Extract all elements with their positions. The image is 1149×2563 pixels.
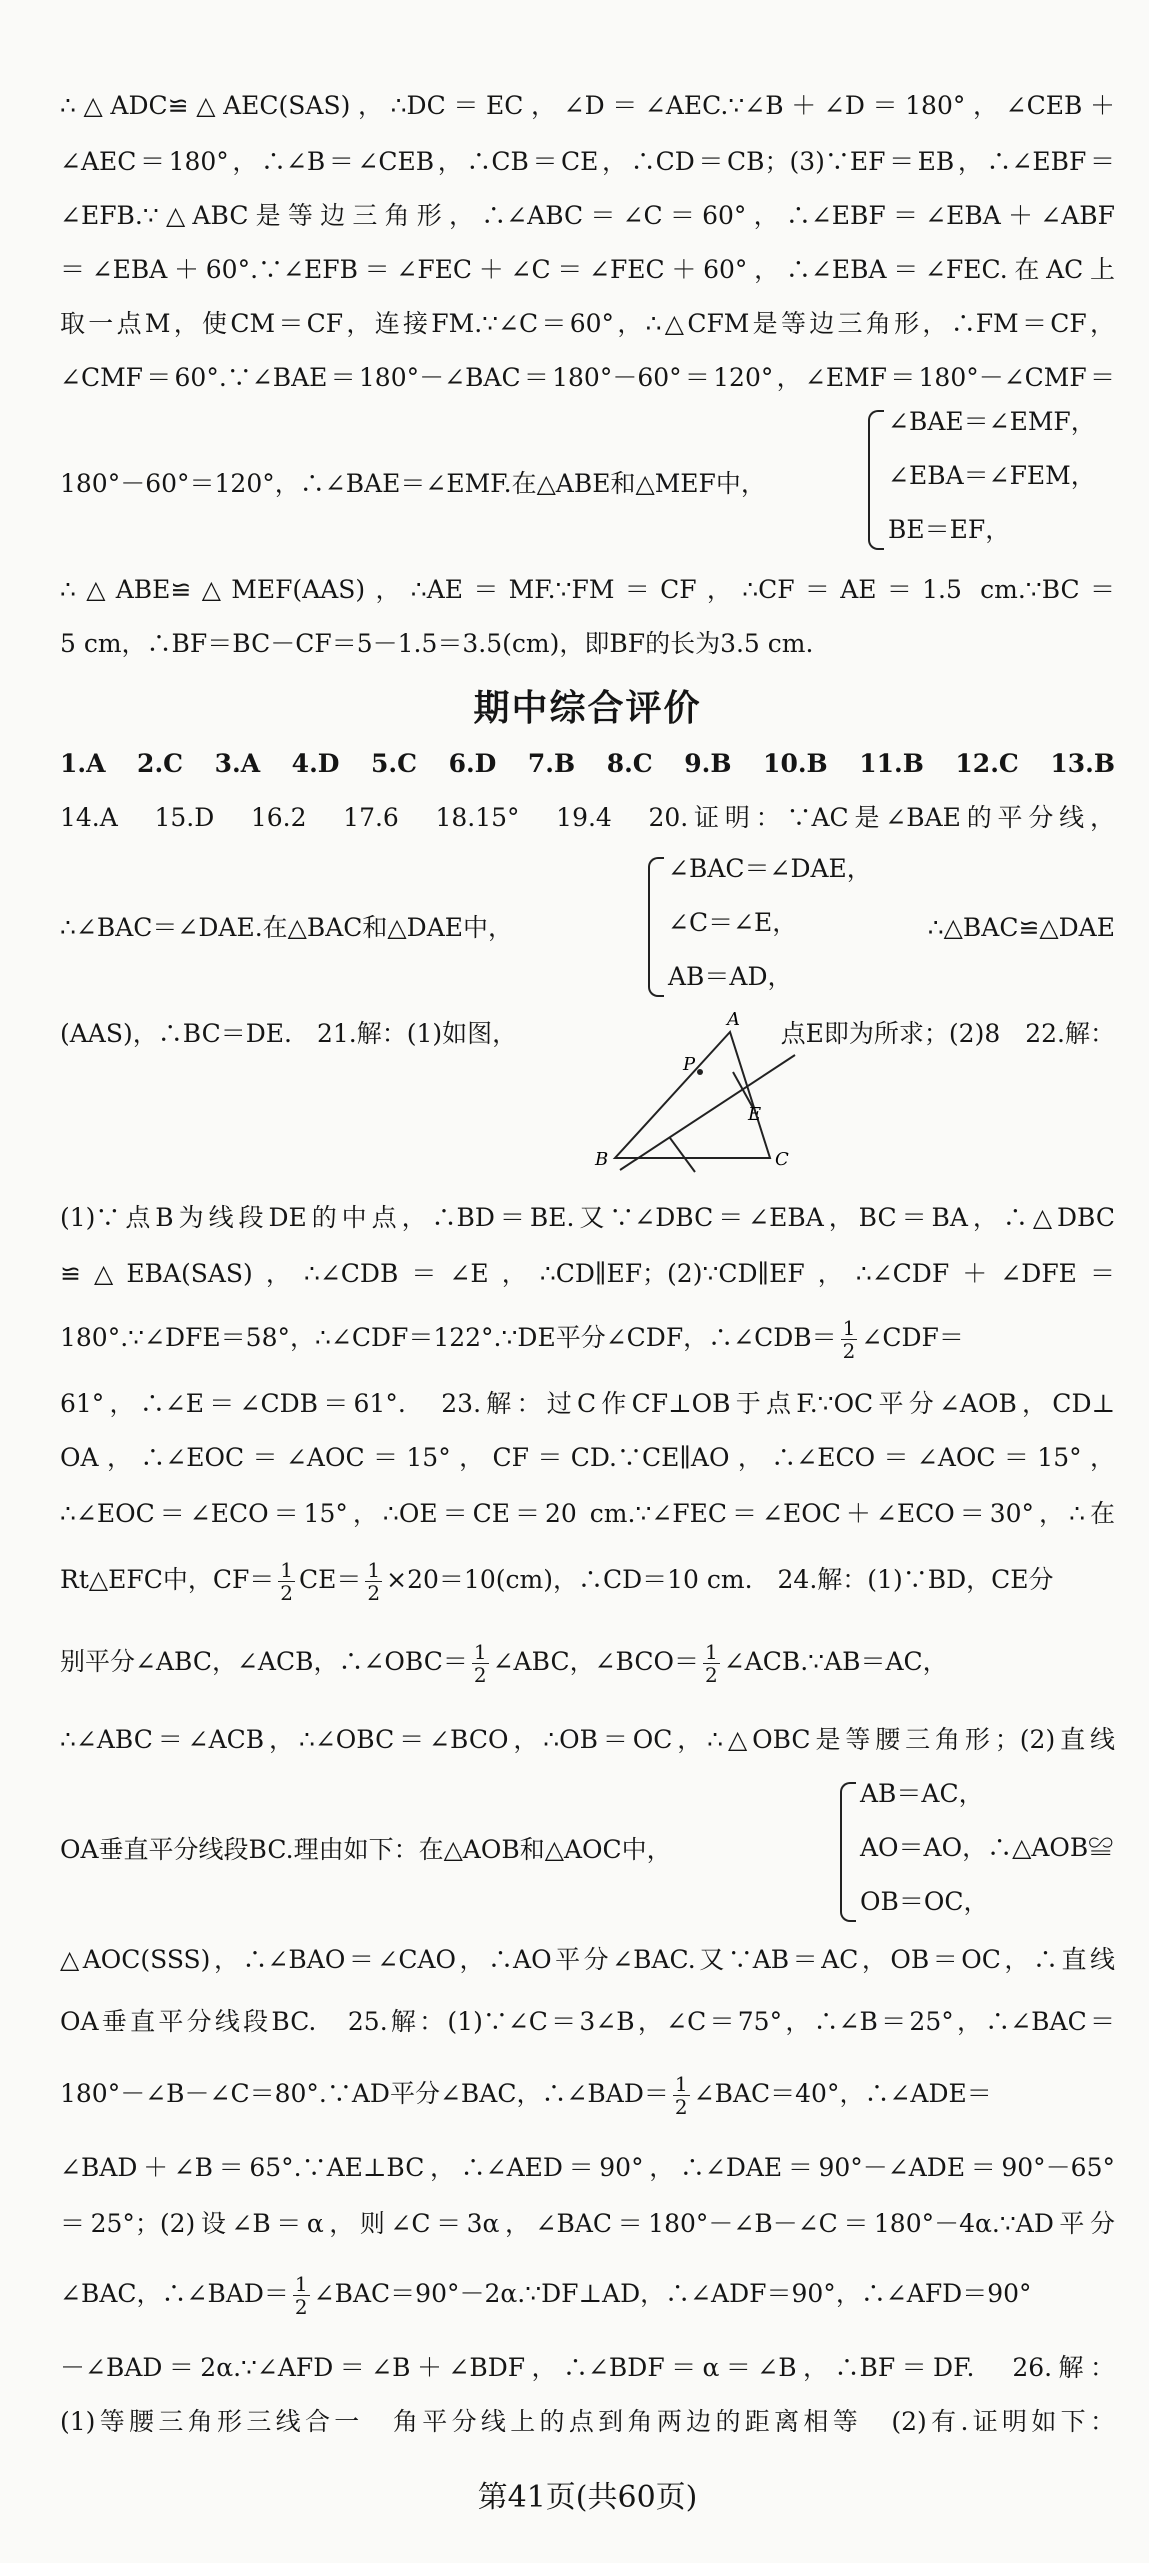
- text-line: (1)∵点B为线段DE的中点，∴BD＝BE.又∵∠DBC＝∠EBA，BC＝BA，∴△DBC: [60, 1203, 1115, 1232]
- fraction: [841, 1317, 858, 1362]
- fraction-denominator: 2: [704, 1663, 718, 1687]
- fraction-denominator: 2: [367, 1581, 381, 1605]
- text-line: ∠AEC＝180°，∴∠B＝∠CEB，∴CB＝CE，∴CD＝CB；(3)∵EF＝EB，∴∠EBF＝: [60, 147, 1115, 176]
- fraction-numerator: 1: [704, 1640, 718, 1664]
- text-span: ∠BAC＝40°，∴∠ADE＝: [693, 2079, 992, 2108]
- text-line: 180°－60°＝120°，∴∠BAE＝∠EMF.在△ABE和△MEF中，: [60, 469, 766, 498]
- text-line: ∠CMF＝60°.∵∠BAE＝180°－∠BAC＝180°－60°＝120°，∠EMF＝180°－∠CMF＝: [60, 363, 1115, 392]
- condition-brace: [840, 1770, 1115, 1930]
- figure-label-c: C: [775, 1149, 789, 1170]
- brace-icon: [840, 1782, 856, 1922]
- fraction: [365, 1559, 382, 1604]
- text-span: ∠BAC，∴∠BAD＝: [60, 2279, 289, 2308]
- text-line: 点E即为所求；(2)8 22.解：: [780, 1019, 1115, 1048]
- fraction: [703, 1641, 720, 1686]
- fraction: [472, 1641, 489, 1686]
- text-line: ∠EFB.∵△ABC是等边三角形，∴∠ABC＝∠C＝60°，∴∠EBF＝∠EBA＋∠ABF: [60, 201, 1115, 230]
- fraction-denominator: 2: [280, 1581, 294, 1605]
- answers-line: 1.A 2.C 3.A 4.D 5.C 6.D 7.B 8.C 9.B 10.B 11.B 12.C 13.B: [60, 749, 1115, 778]
- brace-item: OB＝OC，: [860, 1887, 989, 1916]
- fraction: [293, 2273, 310, 2318]
- brace-item: ∠C＝∠E，: [668, 908, 798, 937]
- brace-item: AO＝AO，∴△AOB≌: [860, 1833, 1114, 1862]
- text-line: (AAS)，∴BC＝DE. 21.解：(1)如图，: [60, 1019, 518, 1048]
- text-line: [60, 1638, 948, 1686]
- brace-icon: [868, 410, 884, 550]
- answer-page: [60, 0, 1115, 2563]
- fraction: [278, 1559, 295, 1604]
- text-line: ∴∠ABC＝∠ACB，∴∠OBC＝∠BCO，∴OB＝OC，∴△OBC是等腰三角形；(2)直线: [60, 1725, 1115, 1754]
- text-line: OA，∴∠EOC＝∠AOC＝15°，CF＝CD.∵CE∥AO，∴∠ECO＝∠AOC＝15°，: [60, 1443, 1115, 1472]
- text-span: 180°.∵∠DFE＝58°，∴∠CDF＝122°.∵DE平分∠CDF，∴∠CDB＝: [60, 1323, 837, 1352]
- brace-item: ∠BAE＝∠EMF，: [888, 407, 1096, 436]
- text-span: ×20＝10(cm)，∴CD＝10 cm. 24.解：(1)∵BD，CE分: [386, 1565, 1054, 1594]
- text-span: 180°－∠B－∠C＝80°.∵AD平分∠BAC，∴∠BAD＝: [60, 2079, 669, 2108]
- text-line: 61°，∴∠E＝∠CDB＝61°. 23.解：过C作CF⊥OB于点F.∵OC平分∠AOB，CD⊥: [60, 1389, 1115, 1418]
- text-line: ＝∠EBA＋60°.∵∠EFB＝∠FEC＋∠C＝∠FEC＋60°，∴∠EBA＝∠FEC.在AC上: [60, 255, 1115, 284]
- triangle-figure: [545, 1009, 789, 1195]
- figure-label-p: P: [683, 1054, 696, 1075]
- text-line: ∴△ABE≌△MEF(AAS)，∴AE＝MF.∵FM＝CF，∴CF＝AE＝1.5 cm.∵BC＝: [60, 575, 1115, 604]
- fraction-numerator: 1: [280, 1558, 294, 1582]
- figure-label-a: A: [727, 1009, 740, 1030]
- fraction-numerator: 1: [367, 1558, 381, 1582]
- page-footer: 第41页(共60页): [477, 2480, 698, 2515]
- text-line: ∠BAD＋∠B＝65°.∵AE⊥BC，∴∠AED＝90°，∴∠DAE＝90°－∠ADE＝90°－65°: [60, 2153, 1115, 2182]
- section-title: 期中综合评价: [473, 687, 702, 729]
- text-span: CE＝: [299, 1565, 362, 1594]
- fraction-numerator: 1: [473, 1640, 487, 1664]
- text-line: 取一点M，使CM＝CF，连接FM.∵∠C＝60°，∴△CFM是等边三角形，∴FM＝CF，: [60, 309, 1115, 338]
- brace-item: AB＝AD，: [668, 962, 793, 991]
- text-span: ∠BAC＝90°－2α.∵DF⊥AD，∴∠ADF＝90°，∴∠AFD＝90°: [313, 2279, 1032, 2308]
- text-line: ＝25°；(2)设∠B＝α，则∠C＝3α，∠BAC＝180°－∠B－∠C＝180°－4α.∵AD平分: [60, 2209, 1115, 2238]
- fraction-denominator: 2: [842, 1339, 856, 1363]
- text-line: OA垂直平分线段BC.理由如下：在△AOB和△AOC中，: [60, 1835, 672, 1864]
- brace-item: BE＝EF，: [888, 515, 1011, 544]
- brace-icon: [648, 857, 664, 997]
- text-line: ∴∠BAC＝∠DAE.在△BAC和△DAE中，: [60, 913, 514, 942]
- brace-item: ∠BAC＝∠DAE，: [668, 854, 872, 883]
- answers-line: 14.A 15.D 16.2 17.6 18.15° 19.4 20.证明：∵AC是∠BAE的平分线，: [60, 803, 1115, 832]
- figure-label-b: B: [595, 1149, 609, 1170]
- text-span: Rt△EFC中，CF＝: [60, 1565, 275, 1594]
- brace-item: ∠EBA＝∠FEM，: [888, 461, 1096, 490]
- condition-brace: [868, 398, 1115, 558]
- text-line: [60, 2070, 992, 2118]
- text-line: －∠BAD＝2α.∵∠AFD＝∠B＋∠BDF，∴∠BDF＝α＝∠B，∴BF＝DF. 26.解：: [60, 2353, 1115, 2382]
- text-line: [60, 1556, 1054, 1604]
- text-line: ∴∠EOC＝∠ECO＝15°，∴OE＝CE＝20 cm.∵∠FEC＝∠EOC＋∠ECO＝30°，∴在: [60, 1499, 1115, 1528]
- text-line: ∴△BAC≌△DAE: [927, 913, 1115, 942]
- text-line: △AOC(SSS)，∴∠BAO＝∠CAO，∴AO平分∠BAC.又∵AB＝AC，OB＝OC，∴直线: [60, 1945, 1115, 1974]
- text-line: OA垂直平分线段BC. 25.解：(1)∵∠C＝3∠B，∠C＝75°，∴∠B＝25°，∴∠BAC＝: [60, 2007, 1115, 2036]
- text-span: ∠CDF＝: [861, 1323, 964, 1352]
- figure-label-e: E: [748, 1104, 762, 1125]
- text-line: ≌△EBA(SAS)，∴∠CDB＝∠E，∴CD∥EF；(2)∵CD∥EF，∴∠CDF＋∠DFE＝: [60, 1259, 1115, 1288]
- fraction-numerator: 1: [842, 1316, 856, 1340]
- fraction-denominator: 2: [674, 2095, 688, 2119]
- text-line: [60, 1314, 964, 1362]
- text-span: ∠ACB.∵AB＝AC，: [723, 1647, 948, 1676]
- text-line: [60, 2270, 1032, 2318]
- fraction: [673, 2073, 690, 2118]
- brace-item: AB＝AC，: [860, 1779, 984, 1808]
- condition-brace: [648, 845, 898, 1005]
- text-line: (1)等腰三角形三线合一 角平分线上的点到角两边的距离相等 (2)有.证明如下：: [60, 2407, 1115, 2436]
- fraction-denominator: 2: [473, 1663, 487, 1687]
- text-span: 别平分∠ABC，∠ACB，∴∠OBC＝: [60, 1647, 468, 1676]
- text-line: 5 cm，∴BF＝BC－CF＝5－1.5＝3.5(cm)，即BF的长为3.5 cm.: [60, 629, 814, 658]
- text-line: ∴△ADC≌△AEC(SAS)，∴DC＝EC，∠D＝∠AEC.∵∠B＋∠D＝180°，∠CEB＋: [60, 91, 1115, 120]
- fraction-denominator: 2: [294, 2295, 308, 2319]
- fraction-numerator: 1: [294, 2272, 308, 2296]
- fraction-numerator: 1: [674, 2072, 688, 2096]
- text-span: ∠ABC，∠BCO＝: [492, 1647, 699, 1676]
